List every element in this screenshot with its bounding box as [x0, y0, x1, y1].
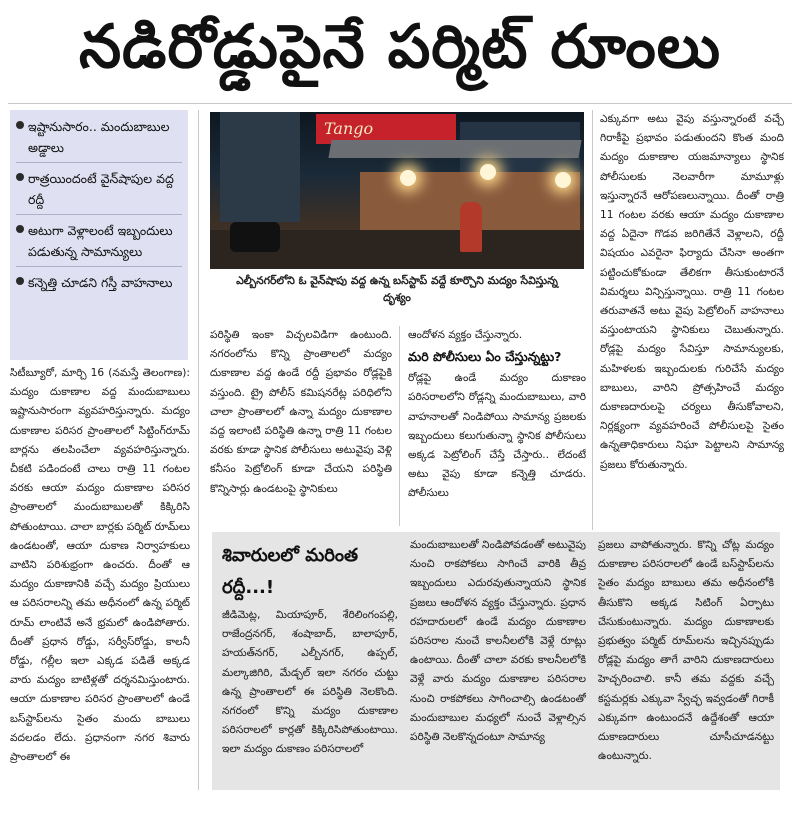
sidebar-item [16, 116, 182, 163]
article-text: జీడిమెట్ల, మియాపూర్, శేరిలింగంపల్లి, రాజేంద్రనగర్, శంషాబాద్, బాలాపూర్, హయత్‌నగర్, ఎల్బీనగర్, ఉప్పల్, మల్కాజిగిరి, మేడ్చల్ ఇలా నగరం చుట్టు ఉన్న ప్రాంతాలలో ఈ పరిస్థితి నెలకొంది. నగరంలో కొన్ని మద్యం దుకాణాల పరిసరాలలో కార్లతో కిక్కిరిసిపోతుంటాయి. ఇలా మద్యం దుకాణం పరిసరాలలో [222, 609, 398, 756]
photo-building [220, 112, 300, 222]
sidebar-item [16, 168, 182, 215]
headline: నడిరోడ్డుపైనే పర్మిట్ రూంలు [78, 12, 722, 82]
article-text: ఆందోళన వ్యక్తం చేస్తున్నారు. [408, 329, 523, 341]
article-text: ప్రజలు వాపోతున్నారు. కొన్ని చోట్ల మద్యం దుకాణాల పరిసరాలలో ఉండే బస్‌స్టాప్‌లను సైతం మద్యం బాబులు తమ అధీనంలోకి తీసుకొని అక్కడ సిటింగ్ ఏర్పాటు చేసుకుంటున్నారు. మద్యం దుకాణాలకు ప్రభుత్వం పర్మిట్ రూమ్‌లను ఇచ్చినప్పుడు రోడ్లపై మద్యం తాగే వారిని దుకాణదారులు హెచ్చరించాలి. కానీ తమ వద్దకు వచ్చే కస్టమర్లకు ఎక్కువా స్వేచ్ఛ ఇవ్వడంతో గిరాకీ ఎక్కువగా ఉంటుందనే ఉద్దేశంతో ఆయా దుకాణదారులు చూసీచూడనట్టు ఉంటున్నారు. [598, 539, 774, 763]
photo-bike [230, 222, 280, 252]
photo-person [460, 202, 482, 252]
subheading: మరి పోలీసులు ఏం చేస్తున్నట్టు? [408, 349, 562, 365]
column-rule [592, 110, 593, 530]
photo-shop-sign: Tango [316, 114, 456, 144]
sidebar-story-column-1 [222, 606, 398, 788]
article-text: సిటీబ్యూరో, మార్చి 16 (నమస్తే తెలంగాణ): మద్యం దుకాణాల వద్ద మందుబాబులు ఇష్టానుసారంగా వ్యవహరిస్తున్నారు. మద్యం దుకాణాల పరిసర ప్రాంతాలలో సిట్టింగ్‌రూమ్ బార్లను తలపించేలా వ్యవహరిస్తున్నారు. చీకటి పడిందంటే చాలు రాత్రి 11 గంటల వరకు ఆయా మద్యం దుకాణాల పరిసర ప్రాంతాలలో మందుబాబులతో కిక్కిరిసి పోతుంటాయి. చాలా బార్లకు పర్మిట్ రూమ్‌లు ఉండటంతో, ఆయా దుకాణ నిర్వాహకులు వాటిని పరిశుభ్రంగా ఉంచరు. దీంతో ఆ మద్యం దుకాణానికి వచ్చే మద్యం ప్రియులు ఆ పరిసరాలన్ని తమ అధీనంలో ఉన్న పర్మిట్ రూమ్ లాంటివే అనే భ్రమలో ఉండిపోతారు. దీంతో ప్రధాన రోడ్డు, సర్వీస్‌రోడ్డు, కాలనీ రోడ్డు, గల్లీల ఇలా ఎక్కడ పడితే అక్కడ వారు మద్యం బాటిళ్లతో దర్శనమిస్తుంటారు. ఆయా దుకాణాల పరిసర ప్రాంతాలలో ఉండే బస్‌స్టాప్‌లను సైతం మందు బాబులు వదలడం లేదు. ప్రధానంగా నగర శివారు ప్రాంతాలలో ఈ [10, 367, 190, 764]
bullet-icon [16, 277, 24, 285]
photo-light [400, 170, 416, 186]
sidebar-box [10, 110, 188, 360]
article-text: పరిస్థితి ఇంకా విచ్చలవిడిగా ఉంటుంది. నగరంలోను కొన్ని ప్రాంతాలలో మద్యం దుకాణాల వద్ద ఉండే రద్దీ ప్రభావం రోడ్లపైకి వస్తుంది. ట్రై పోలీస్ కమిషనరేట్ల పరిధిలోని చాలా ప్రాంతాలలో ఉన్నా మద్యం దుకాణాల వద్ద ఇలాంటి పరిస్థితి ఉన్నా రాత్రి 11 గంటల వరకు కూడా స్థానిక పోలీసులు అటువైపు వెళ్లి కనీసం పెట్రోలింగ్ కూడా చేయని పరిస్థితి కొన్నిసార్లు ఉండటంపై స్థానికులు [210, 329, 392, 495]
column-rule [399, 326, 400, 526]
sidebar-item-text: కన్నెత్తి చూడని గస్తీ వాహనాలు [28, 275, 173, 290]
article-column-3 [408, 326, 586, 530]
photo-light [555, 172, 571, 188]
headline-rule [8, 103, 792, 104]
article-column-1 [10, 364, 190, 794]
article-text: ఎక్కువగా అటు వైపు వస్తున్నారంటే వచ్చే గిరాకీపై ప్రభావం పడుతుందని కొంత మంది మద్యం దుకాణాల యజమాన్యాలు స్థానిక పోలీసులకు నెలవారీగా మామూళ్లు ఇస్తున్నారనే ఆరోపణలున్నాయి. దీంతో రాత్రి 11 గంటల వరకు ఆయా మద్యం దుకాణాల వద్ద ఏదైనా గొడవ జరిగితేనే వెళ్లాలని, రద్దీ విషయం ఎవరైనా ఫిర్యాదు చేసినా అంతగా పట్టించుకోకుండా తేలికగా తీసుకుంటారనే విమర్శలు విన్పిస్తున్నాయి. రాత్రి 11 గంటల తరువాతనే అటు వైపు పెట్రోలింగ్ వాహనాలు వస్తుంటాయని స్థానికులు చెబుతున్నారు. రోడ్లపై మద్యం సేవిస్తూ సామాన్యులకు, మహిళలకు ఇబ్బందులకు గురిచేసే మద్యం బాబులు, వారిని ప్రోత్సహించే మద్యం దుకాణదారులపై చర్యలు తీసుకోవాలని, నిర్లక్ష్యంగా వ్యవహరించే పోలీసులపై సైతం ఉన్నతాధికారులు నిఘా పెట్టాలని సామాన్య ప్రజలు కోరుతున్నారు. [600, 113, 784, 471]
bullet-icon [16, 173, 24, 181]
column-rule [198, 110, 199, 790]
sidebar-item [16, 220, 182, 267]
article-text: రోడ్లపై ఉండే మద్యం దుకాణం పరిసరాలలోని రోడ్లన్ని మందుబాబులు, వారి వాహనాలతో నిండిపోయి సామాన్య ప్రజలకు ఇబ్బందులు కలుగుతున్నా స్థానిక పోలీసులు అక్కడ పెట్రోలింగ్ చేస్తే చేస్తారు.. లేదంటే అటు వైపు కూడా కన్నెత్తి చూడరు. పోలీసులు [408, 372, 586, 500]
sidebar-item [16, 272, 182, 297]
sidebar-item-text: అటుగా వెళ్లాలంటే ఇబ్బందులు పడుతున్న సామాన్యులు [28, 223, 173, 259]
sidebar-story-column-3 [598, 536, 774, 788]
photo-caption: ఎల్బీనగర్‌లోని ఓ వైన్‌షాపు వద్ద ఉన్న బస్‌స్టాప్ వద్దే కూర్చొని మద్యం సేవిస్తున్న దృశ్యం [236, 274, 558, 304]
bullet-icon [16, 121, 24, 129]
bullet-icon [16, 225, 24, 233]
photo-bus-shelter [328, 140, 581, 158]
article-column-2 [210, 326, 392, 530]
sidebar-item-text: రాత్రయిందంటే వైన్‌షాపుల వద్ద రద్దీ [28, 171, 174, 207]
sidebar-story-heading: శివారులలో మరింత రద్దీ...! [222, 545, 359, 598]
article-column-4 [600, 110, 784, 528]
article-text: మందుబాబులతో నిండిపోవడంతో అటువైపు నుంచి రాకపోకలు సాగించే వారికి తీవ్ర ఇబ్బందులు ఎదురవుతున్నాయని స్థానిక ప్రజలు ఆందోళన వ్యక్తం చేస్తున్నారు. ప్రధాన రహదారులలో ఉండే మద్యం దుకాణాల పరిసరాల నుంచే కాలనీలలోకి వెళ్లే రూట్లు ఉంటాయి. దీంతో చాలా వరకు కాలనీలలోకి వెళ్లే వారు మద్యం దుకాణాల పరిసరాల నుంచి రాకపోకలు సాగించాల్సి ఉండటంతో మందుబాబుల మధ్యలో నుంచే వెళ్లాల్సిన పరిస్థితి నెలకొన్నదంటూ సామాన్య [410, 539, 586, 744]
news-photo [210, 112, 584, 269]
sidebar-story-column-2 [410, 536, 586, 788]
sidebar-item-text: ఇష్టానుసారం.. మందుబాబుల అడ్డాలు [28, 119, 170, 155]
photo-light [480, 164, 496, 180]
